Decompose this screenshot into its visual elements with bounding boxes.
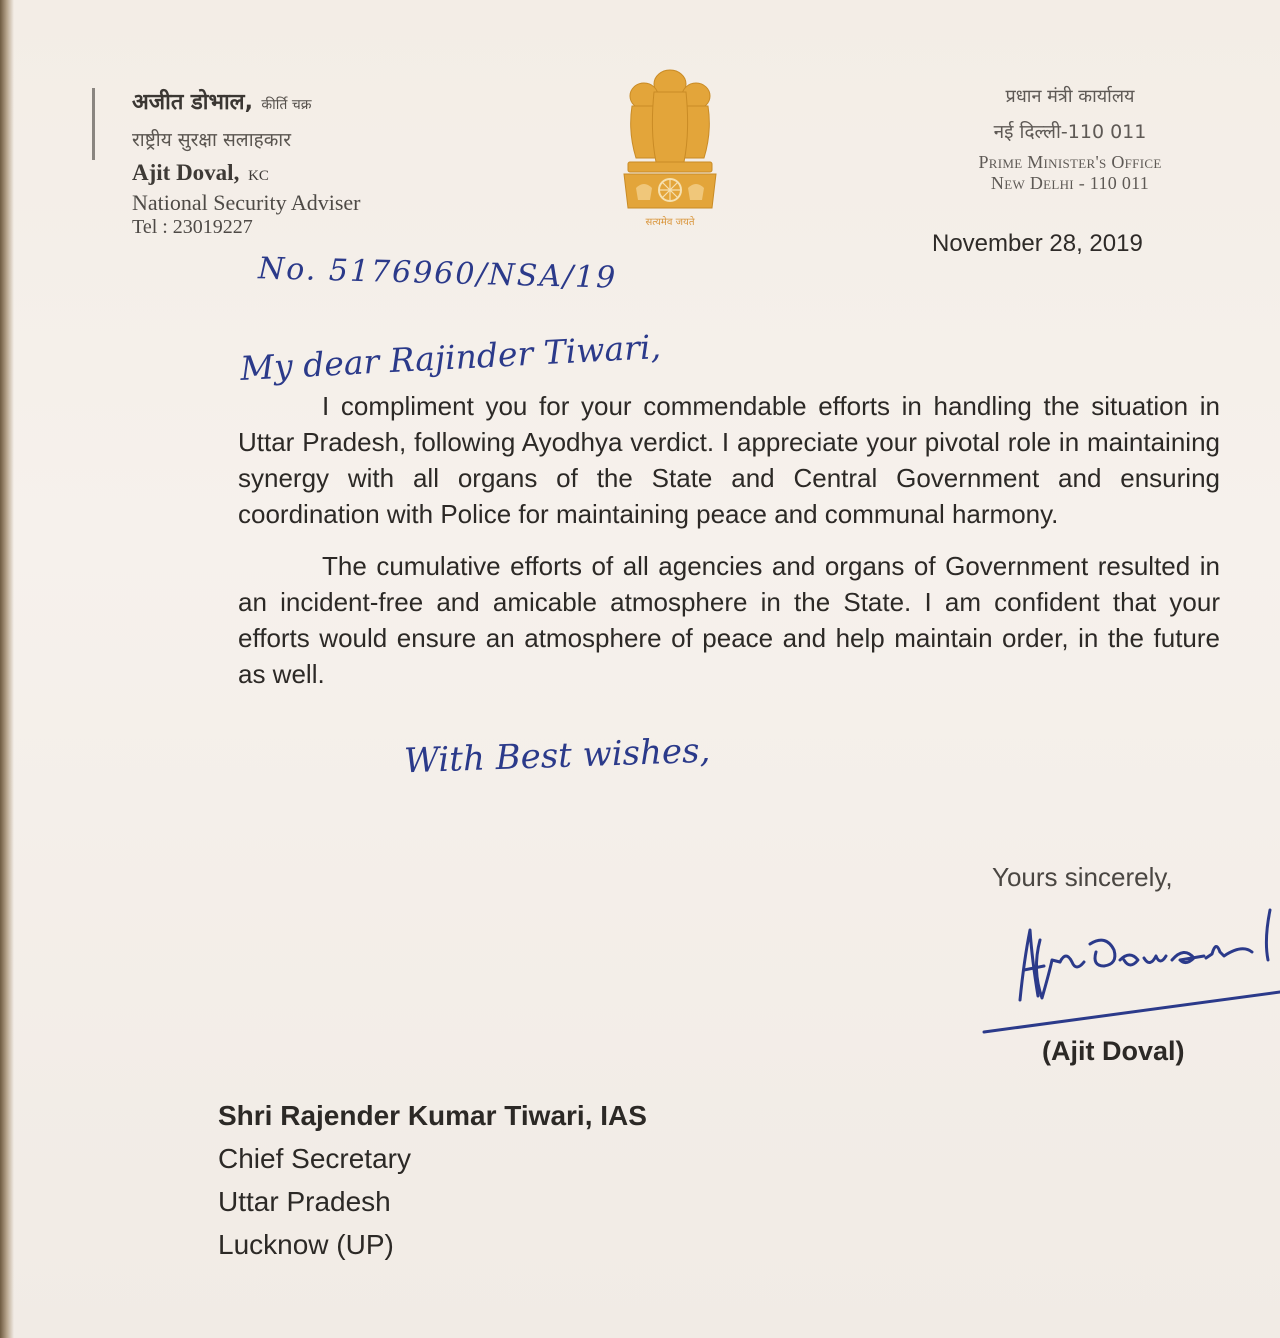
sender-telephone: Tel : 23019227	[132, 216, 253, 238]
signature-mark	[980, 900, 1280, 1050]
recipient-name: Shri Rajender Kumar Tiwari, IAS	[218, 1100, 647, 1131]
sender-english-name: Ajit Doval,	[132, 160, 240, 185]
office-english-address: New Delhi - 110 011	[990, 173, 1150, 193]
office-hindi-name: प्रधान मंत्री कार्यालय	[1005, 86, 1135, 107]
letter-body	[238, 388, 1220, 692]
sender-english-award: KC	[248, 168, 269, 184]
letterhead-sender-block	[132, 86, 361, 239]
letter-date: November 28, 2019	[932, 230, 1143, 257]
sender-english-line	[132, 160, 361, 186]
complimentary-close: Yours sincerely,	[992, 862, 1173, 892]
recipient-city: Lucknow (UP)	[218, 1229, 394, 1260]
recipient-designation: Chief Secretary	[218, 1143, 411, 1174]
sender-hindi-line	[132, 86, 361, 116]
sender-hindi-award: कीर्ति चक्र	[261, 97, 312, 113]
sender-hindi-title: राष्ट्रीय सुरक्षा सलाहकार	[132, 129, 291, 151]
recipient-address	[218, 1094, 647, 1266]
sender-english-title: National Security Adviser	[132, 190, 361, 215]
office-hindi-address: नई दिल्ली-110 011	[993, 121, 1147, 143]
body-paragraph-2: The cumulative efforts of all agencies and organs of Government resulted in an incident-free and amicable atmosphere in the State. I am confident that your efforts would ensure an atmosphere of peace and help maintain order, in the future as well.	[238, 551, 1220, 689]
body-paragraph-1: I compliment you for your commendable efforts in handling the situation in Uttar Pradesh, following Ayodhya verdict. I appreciate your pivotal role in maintaining synergy with all organs of the State and Central Government and ensuring coordination with Police for maintaining peace and communal harmony.	[238, 391, 1220, 529]
signatory-name: (Ajit Doval)	[1042, 1036, 1185, 1066]
reference-number: No. 5176960/NSA/19	[257, 251, 618, 296]
page-edge-shadow	[0, 0, 14, 1338]
salutation: My dear Rajinder Tiwari,	[239, 327, 662, 388]
recipient-state: Uttar Pradesh	[218, 1186, 391, 1217]
national-emblem-icon	[614, 62, 726, 234]
letterhead-office-block	[950, 84, 1190, 194]
handwritten-closing: With Best wishes,	[403, 730, 711, 782]
office-english-name: Prime Minister's Office	[978, 152, 1162, 172]
sender-hindi-name: अजीत डोभाल,	[132, 90, 253, 115]
emblem-motto: सत्यमेव जयते	[645, 217, 695, 228]
letterhead-divider	[92, 88, 95, 160]
